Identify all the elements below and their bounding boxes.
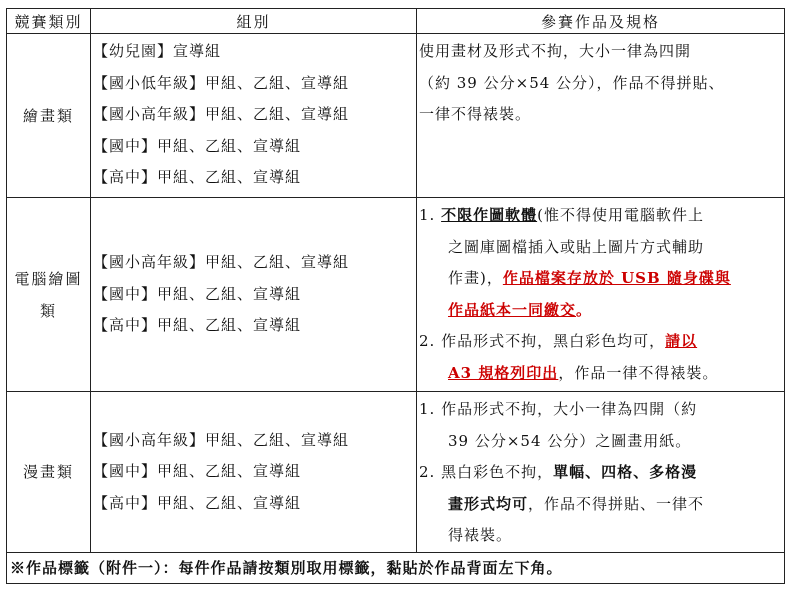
group-item: 【國小高年級】甲組、乙組、宣導組 bbox=[93, 105, 350, 124]
spec-text: ，作品不得拼貼、一律不 bbox=[528, 494, 705, 513]
spec-line: 一律不得裱裝。 bbox=[419, 105, 532, 124]
groups-computer bbox=[91, 198, 417, 392]
rules-table bbox=[6, 8, 785, 584]
group-item: 【國中】甲組、乙組、宣導組 bbox=[93, 136, 302, 155]
header-category: 競賽類別 bbox=[7, 9, 91, 34]
group-item: 【國小高年級】甲組、乙組、宣導組 bbox=[93, 253, 350, 272]
groups-comic bbox=[91, 392, 417, 553]
label-note: ※作品標籤（附件一）：每件作品請按類別取用標籤，黏貼於作品背面左下角。 bbox=[7, 552, 785, 583]
spec-line: （約 39 公分×54 公分），作品不得拼貼、 bbox=[419, 73, 725, 92]
group-item: 【高中】甲組、乙組、宣導組 bbox=[93, 168, 302, 187]
list-number: 1. bbox=[419, 206, 436, 224]
list-number: 1. bbox=[419, 400, 436, 418]
spec-line bbox=[419, 394, 784, 426]
spec-line bbox=[419, 358, 784, 390]
category-computer bbox=[7, 198, 91, 392]
spec-text: 。 bbox=[576, 300, 593, 319]
spec-text: 作品形式不拘，大小一律為四開（約 bbox=[441, 400, 698, 418]
spec-line: 使用畫材及形式不拘，大小一律為四開 bbox=[419, 42, 692, 60]
spec-text: 作品形式不拘，黑白彩色均可， bbox=[441, 332, 666, 351]
header-spec: 參賽作品及規格 bbox=[417, 9, 785, 34]
groups-drawing bbox=[91, 34, 417, 198]
spec-drawing bbox=[417, 34, 785, 198]
list-number: 2. bbox=[419, 463, 436, 482]
spec-text: ，作品一律不得裱裝。 bbox=[558, 363, 719, 382]
spec-highlight: 作品檔案存放於 USB 隨身碟與 bbox=[502, 269, 731, 288]
spec-line bbox=[419, 295, 784, 327]
group-item: 【國小高年級】甲組、乙組、宣導組 bbox=[93, 430, 350, 449]
spec-line bbox=[419, 326, 784, 358]
spec-line: 之圖庫圖檔插入或貼上圖片方式輔助 bbox=[448, 237, 705, 256]
row-drawing bbox=[7, 34, 785, 198]
group-item: 【幼兒園】宣導組 bbox=[93, 42, 222, 60]
spec-emphasis: 畫形式均可 bbox=[448, 494, 529, 513]
list-number: 2. bbox=[419, 332, 436, 351]
spec-highlight: 作品紙本一同繳交 bbox=[448, 300, 577, 319]
spec-line bbox=[419, 457, 784, 489]
spec-comic bbox=[417, 392, 785, 553]
spec-text: 作畫)， bbox=[448, 269, 503, 288]
header-group: 組別 bbox=[91, 9, 417, 34]
header-row bbox=[7, 9, 785, 34]
spec-line bbox=[419, 263, 784, 295]
category-computer-line2: 類 bbox=[39, 301, 57, 320]
note-row bbox=[7, 552, 785, 583]
category-computer-line1: 電腦繪圖 bbox=[14, 269, 83, 288]
spec-emphasis: 單幅、四格、多格漫 bbox=[553, 463, 698, 482]
spec-line: 39 公分×54 公分）之圖畫用紙。 bbox=[448, 431, 692, 450]
spec-highlight: A3 規格列印出 bbox=[448, 363, 559, 382]
spec-line bbox=[419, 489, 784, 521]
spec-text: (惟不得使用電腦軟件上 bbox=[537, 206, 704, 224]
spec-line bbox=[419, 200, 784, 232]
group-item: 【國中】甲組、乙組、宣導組 bbox=[93, 284, 302, 303]
spec-text: 黑白彩色不拘， bbox=[441, 463, 554, 482]
spec-emphasis: 不限作圖軟體 bbox=[441, 206, 538, 224]
spec-computer bbox=[417, 198, 785, 392]
row-computer bbox=[7, 198, 785, 392]
category-drawing: 繪畫類 bbox=[7, 34, 91, 198]
row-comic bbox=[7, 392, 785, 553]
group-item: 【國小低年級】甲組、乙組、宣導組 bbox=[93, 73, 350, 92]
group-item: 【高中】甲組、乙組、宣導組 bbox=[93, 316, 302, 335]
group-item: 【高中】甲組、乙組、宣導組 bbox=[93, 493, 302, 512]
spec-line: 得裱裝。 bbox=[448, 526, 513, 545]
category-comic: 漫畫類 bbox=[7, 392, 91, 553]
spec-highlight: 請以 bbox=[665, 332, 698, 351]
group-item: 【國中】甲組、乙組、宣導組 bbox=[93, 462, 302, 481]
